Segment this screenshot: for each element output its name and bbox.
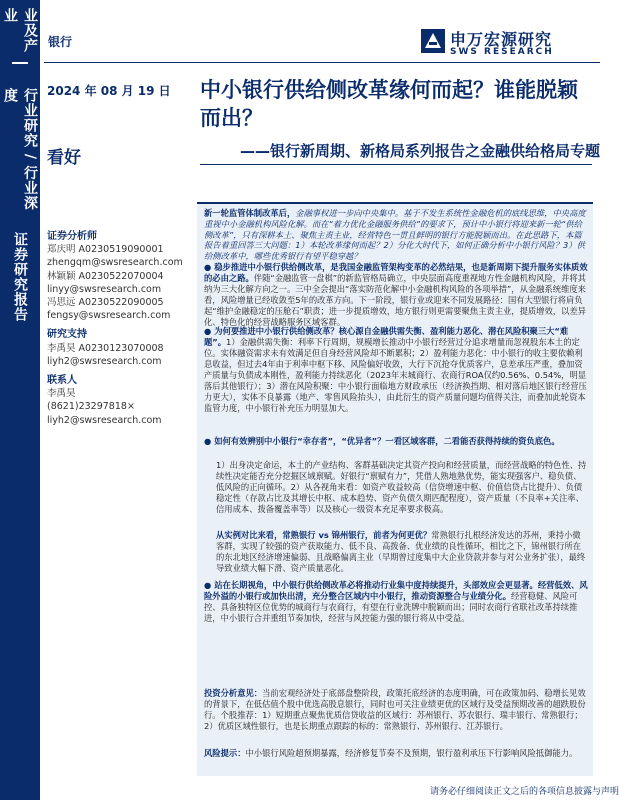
investment-opinion-text: 当前宏观经济处于底部盘整阶段，政策托底经济的态度明确，可在政策加码、稳增长见效的背景下，在低估值个股中优选高股息银行，同时也可关注业绩更优的区域行及受益预期改善的超跌股份行。个股推荐：1）短期重点聚焦优质信贷收益的区域行：苏州银行、苏农银行、瑞丰银行、常熟银行；2）优质区域性银行，也是长期重点跟踪的标的：常熟银行、苏州银行、江苏银行。 [204,688,586,731]
risk-warning [204,748,588,772]
analyst-line: 郑庆明 A0230519090001 [47,244,164,256]
summary-bullet-1 [204,262,588,327]
risk-warning-label: 风险提示： [204,748,246,758]
rating-label: 看好 [47,148,81,168]
footer-disclaimer: 请务必仔细阅读正文之后的各项信息披露与声明 [430,787,619,797]
investment-opinion [204,688,588,744]
bullet-4-text: 经营稳健、风险可控、具备独特区位优势的城商行与农商行，有望在行业洗牌中脱颖而出；同时农商行省联社改革持续推进，中小银行合并重组节奏加快，经营与风控能力强的银行将从中受益。 [204,591,578,623]
analyst-line: 冯思远 A0230522090005 [47,297,164,309]
summary-bullet-3 [204,436,588,458]
bullet-3-sub-2 [216,530,588,574]
header-rule [44,62,600,63]
sidebar-tab-research-type: 行业研究 / 行业深度 [2,88,38,211]
assistant-email[interactable]: liyh2@swsresearch.com [47,355,162,367]
bullet-1-text: 伴随“金融监管一盘棋”的新监管格局确立，中央层面高度重视地方性金融机构风险，并将其纳为三大化解方向之一。三中全会提出“落实防范化解中小金融机构风险的各项举措”，从金融系统维度来看，风险增量已经收敛至5年的改革方向。下一阶段，银行业或迎来不同发展路径：国有大型银行将肩负起“维护金融稳定的压舱石”职责；进一步提质增效，地方银行则更需要聚焦主责主业，提质增效，以差异化、特色化的经营战略服务区域客群。 [204,273,586,327]
summary-bullet-4 [204,580,588,680]
left-sidebar [0,0,40,800]
report-title: 中小银行供给侧改革缘何而起？谁能脱颖而出？ [200,78,578,130]
sidebar-divider [12,62,28,64]
bullet-3-sub-1-text: 1）出身决定命运，本土的产业结构、客群基础决定其资产投向和经营质量，而经营战略的特色性、持续性决定能否充分挖掘区域禀赋。好银行“禀赋有力”，凭借人熟地熟优势，能实现强客户、稳负债、低风险的正向循环。2）从各视角来看：如资产收益较高（信贷增速中枢、价值信贷占比提升）、负债稳定性（存款占比及其增长中枢、成本趋势、资产负债久期匹配程度），资产质量（不良率+关注率、信用成本、拨备覆盖率等）以及核心一级资本充足率要求极高。 [216,460,587,514]
bullet-3-sub-2-heading: 从实例对比来看，常熟银行 vs 锦州银行，前者为何更优？ [216,530,432,540]
bullet-3-sub-2-text: 常熟银行扎根经济发达的苏州，秉持小微客群，实现了较强的资产获取能力、低不良、高拨备、优业绩的良性循环，相比之下，锦州银行所在的东北地区经济增速偏弱、且战略偏离主业（早期曾过度集中大企业贷款并参与对公业务扩张），最终导致业绩大幅下滑、资产质量恶化。 [216,530,586,573]
bullet-marker-icon: ● [204,436,212,446]
title-rule [200,164,592,165]
analyst-email[interactable]: linyy@swsresearch.com [47,283,162,295]
industry-label: 银行 [48,35,73,49]
analyst-email[interactable]: fengsy@swsresearch.com [47,310,171,322]
report-date: 2024 年 08 月 19 日 [47,84,171,98]
bullet-2-heading: 为何要推进中小银行供给侧改革？核心源自金融供需失衡、盈利能力恶化、潜在风险积聚三大“难题”。 [204,326,569,347]
bullet-4-heading: 站在长期视角，中小银行供给侧改革必将推动行业集中度持续提升，头部效应会更显著。经营低效、风险外溢的小银行或加快出清，充分整合区域内中小银行，推动资源整合与业绩分化。 [204,580,588,601]
bullet-marker-icon: ● [204,262,212,272]
assistant-line: 李禹昊 A0230123070008 [47,342,164,354]
summary-intro-key: 新一轮监管体制改革后， [204,208,296,218]
sidebar-tab-industry: 业及产业 [2,8,38,53]
summary-intro [204,208,588,260]
bullet-2-text: 1）金融供需失衡：利率下行周期，规模增长推动中小银行经营过分追求增量而忽视股东本土的定位。实体融资需求未有效满足但自身经营风险却不断累积；2）盈利能力恶化：中小银行的收主要依赖利息收益，但过去4年由于利率中枢下移、风险偏好收敛，大行下沉抢夺优质客户，息差承压严重，叠加资产质量与负债成本刚性，盈利能力持续恶化（2023年末城商行、农商行ROA仅约0.56%、0.54%，明显落后其他银行）；3）潜在风险积聚：中小银行面临地方财政承压（经济换挡期、相对落后地区银行经营压力更大），实体不良暴露（地产、零售风险抬头），由此衍生的资产质量问题均值得关注，而叠加此轮资本监管力度，中小银行补充压力明显加大。 [204,337,587,413]
analyst-line: 林颖颖 A0230522070004 [47,270,164,282]
assistant-heading: 研究支持 [47,329,87,341]
bullet-3-sub-1 [216,460,588,526]
contact-name: 李禹昊 [47,388,76,400]
contact-panel [47,230,183,427]
logo-mark-icon [420,28,446,54]
sidebar-tab-report-type: 证券研究报告 [12,232,28,322]
logo-text-en: SWS RESEARCH [450,47,554,57]
brand-logo [420,26,590,60]
report-subtitle: ——银行新周期、新格局系列报告之金融供给格局专题 [240,142,601,160]
risk-warning-text: 中小银行风险超预期暴露，经济修复节奏不及预期，银行盈利承压下行影响风险抵御能力。 [245,748,578,758]
investment-opinion-label: 投资分析意见： [204,688,263,698]
bullet-marker-icon: ● [204,326,212,336]
contact-phone: (8621)23297818× [47,401,135,413]
logo-text-cn: 申万宏源研究 [450,30,553,49]
bullet-3-heading: 如何有效辨别中小银行“幸存者”，“优异者”？一看区域客群，二看能否获得持续的资负底色。 [214,436,560,446]
analyst-email[interactable]: zhengqm@swsresearch.com [47,257,183,269]
summary-intro-text: 金融事权进一步向中央集中。基于不发生系统性金融危机的底线思维，中央高度重视中小金融机构风险化解。而在“着力优化金融服务供给”的要求下，预计中小银行将迎来新一轮“供给侧改革”，只有深耕本土、聚焦主责主业，经营特色一贯且鲜明的银行方能脱颖而出。在此思路下，本篇报告着重回答三大问题：1）本轮改革缘何而起？2）分化大时代下，如何正确分析中小银行风险？3）供给侧改革中，哪些优秀银行有望平稳穿越？ [204,208,586,262]
contact-heading: 联系人 [47,375,77,387]
contact-email[interactable]: liyh2@swsresearch.com [47,414,162,426]
bullet-marker-icon: ● [204,580,212,590]
summary-bullet-2 [204,326,588,432]
analyst-heading: 证券分析师 [47,231,97,242]
bullet-1-heading: 稳步推进中小银行供给侧改革，是我国金融监管架构变革的必然结果，也是新周期下提升服务实体质效的必由之路。 [204,262,588,283]
